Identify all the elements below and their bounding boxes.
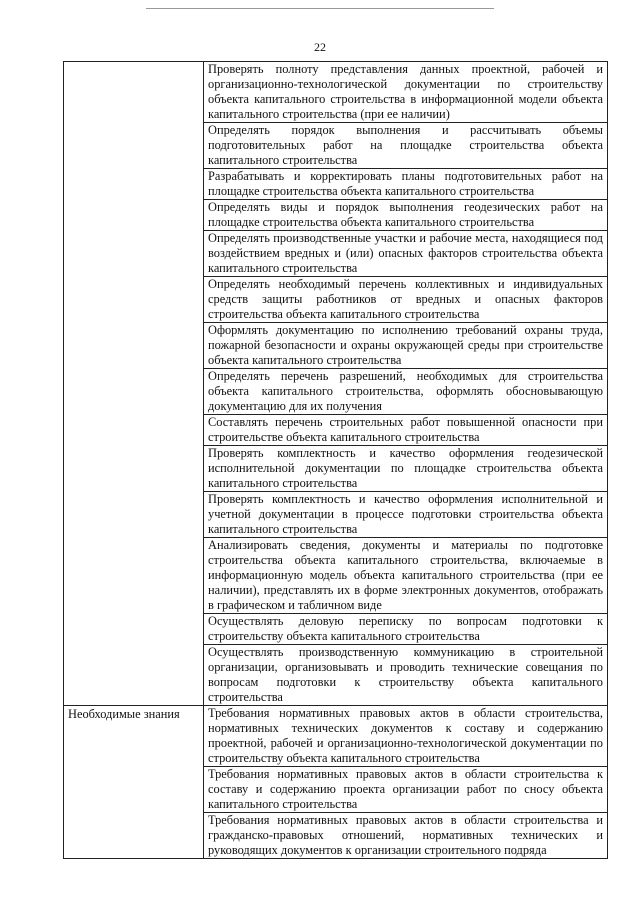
row-text: Составлять перечень строительных работ повышенной опасности при строительстве объекта капитального строительства [208,415,603,444]
text-cell [204,415,608,446]
row-text: Проверять комплектность и качество оформления исполнительной и учетной документации в процессе подготовки строительства объекта капитального строительства [208,492,603,536]
row-text: Определять необходимый перечень коллективных и индивидуальных средств защиты работников от вредных и опасных факторов строительства объекта капитального строительства [208,277,603,321]
row-label: Необходимые знания [68,707,180,721]
text-cell [204,813,608,859]
text-cell [204,323,608,369]
text-cell [204,277,608,323]
row-text: Проверять полноту представления данных проектной, рабочей и организационно-технологической документации по строительству объекта капитального строительства в информационной модели объекта капитального строительства (при ее наличии) [208,62,603,121]
row-text: Определять перечень разрешений, необходимых для строительства объекта капитального строительства, оформлять обосновывающую документацию для их получения [208,369,603,413]
text-cell [204,706,608,767]
row-label [68,62,199,63]
row-text: Разрабатывать и корректировать планы подготовительных работ на площадке строительства объекта капитального строительства [208,169,603,198]
row-text: Осуществлять производственную коммуникацию в строительной организации, организовывать и проводить технические совещания по вопросам подготовки к строительству объекта капитального строительства [208,645,603,704]
row-text: Анализировать сведения, документы и материалы по подготовке строительства объекта капитального строительства, включаемые в информационную модель объекта капитального строительства (при ее наличии), представлять их в форме электронных документов, отображать в графическом и табличном виде [208,538,603,612]
table-row [64,706,608,767]
text-cell [204,492,608,538]
text-cell [204,767,608,813]
row-text: Оформлять документацию по исполнению требований охраны труда, пожарной безопасности и охраны окружающей среды при строительстве объекта капитального строительства [208,323,603,367]
page-number: 22 [314,40,326,54]
text-cell [204,62,608,123]
row-text: Требования нормативных правовых актов в области строительства, нормативных технических документов к составу и содержанию проектной, рабочей и организационно-технологической документации по строительству объекта капитального строительства [208,706,603,765]
top-rule [146,8,494,9]
label-cell [64,62,204,706]
row-text: Определять виды и порядок выполнения геодезических работ на площадке строительства объекта капитального строительства [208,200,603,229]
table-row [64,62,608,123]
text-cell [204,614,608,645]
label-cell [64,706,204,859]
row-text: Определять производственные участки и рабочие места, находящиеся под воздействием вредных и (или) опасных факторов строительства объекта капитального строительства [208,231,603,275]
row-text: Требования нормативных правовых актов в области строительства и гражданско-правовых отношений, нормативных технических и руководящих документов к организации строительного подряда [208,813,603,857]
text-cell [204,369,608,415]
text-cell [204,645,608,706]
row-text: Определять порядок выполнения и рассчитывать объемы подготовительных работ на площадке строительства объекта капитального строительства [208,123,603,167]
text-cell [204,123,608,169]
row-text: Осуществлять деловую переписку по вопросам подготовки к строительству объекта капитального строительства [208,614,603,643]
text-cell [204,169,608,200]
text-cell [204,446,608,492]
text-cell [204,200,608,231]
row-text: Проверять комплектность и качество оформления геодезической исполнительной документации по площадке строительства объекта капитального строительства [208,446,603,490]
row-text: Требования нормативных правовых актов в области строительства к составу и содержанию проекта организации работ по сносу объекта капитального строительства [208,767,603,811]
text-cell [204,231,608,277]
requirements-table [63,61,608,859]
text-cell [204,538,608,614]
